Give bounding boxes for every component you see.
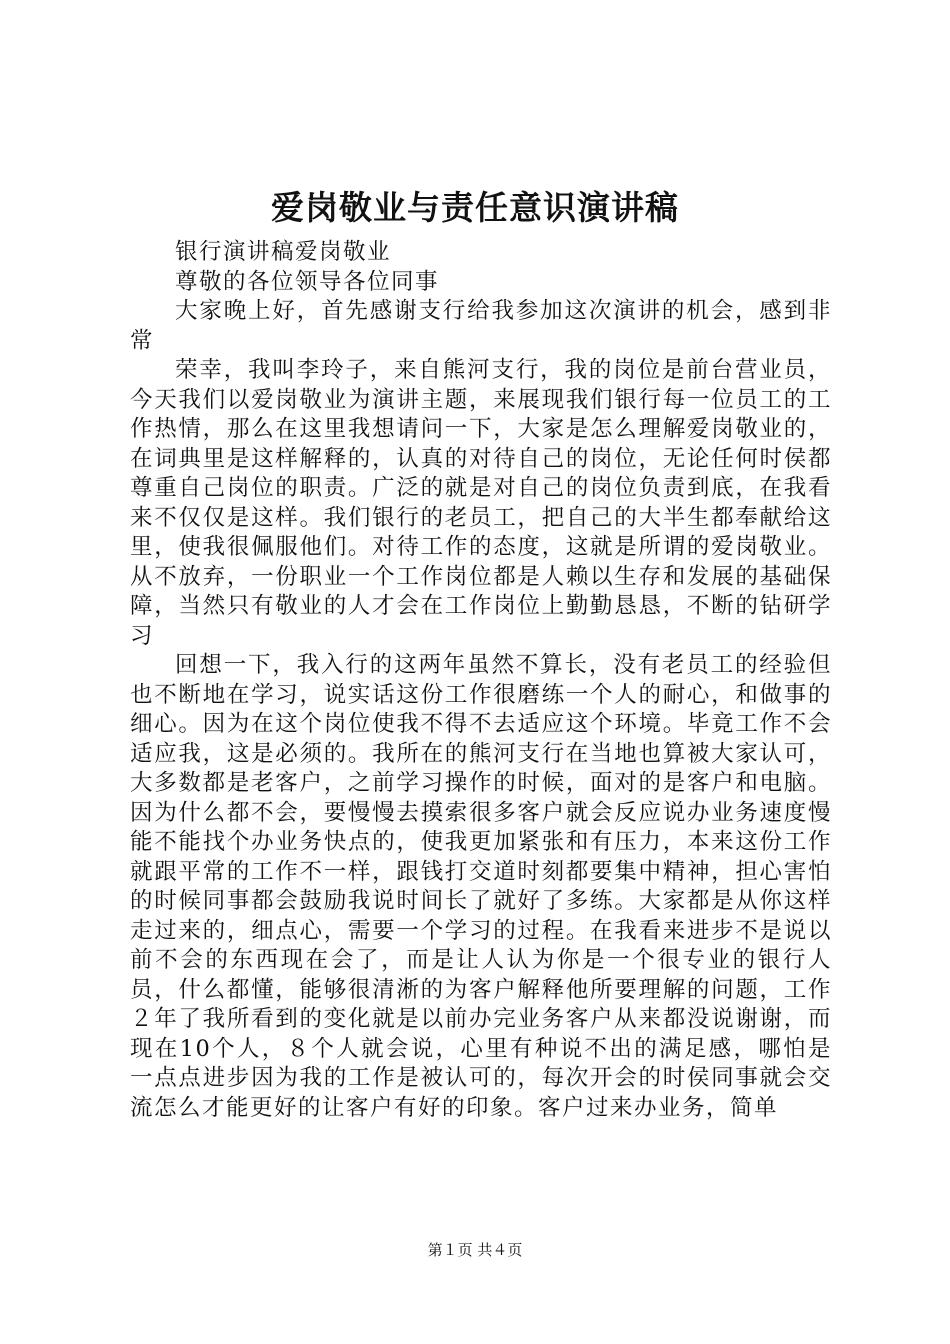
paragraph-subtitle: 银行演讲稿爱岗敬业	[175, 239, 392, 265]
paragraph-greeting: 大家晚上好，首先感谢支行给我参加这次演讲的机会，感到非常	[130, 298, 832, 354]
paragraph-salutation: 尊敬的各位领导各位同事	[175, 268, 440, 295]
page-footer: 第１页 共４页	[427, 1241, 523, 1259]
document-body	[130, 238, 832, 1123]
paragraph-reflection: 回想一下，我入行的这两年虽然不算长，没有老员工的经验但也不断地在学习，说实话这份工作很磨练一个人的耐心，和做事的细心。因为在这个岗位使我不得不去适应这个环境。毕竟工作不会适应我，这是必须的。我所在的熊河支行在当地也算被大家认可，大多数都是老客户，之前学习操作的时候，面对的是客户和电脑。因为什么都不会，要慢慢去摸索很多客户就会反应说办业务速度慢能不能找个办业务快点的，使我更加紧张和有压力，本来这份工作就跟平常的工作不一样，跟钱打交道时刻都要集中精神，担心害怕的时候同事都会鼓励我说时间长了就好了多练。大家都是从你这样走过来的，细点心，需要一个学习的过程。在我看来进步不是说以前不会的东西现在会了，而是让人认为你是一个很专业的银行人员，什么都懂，能够很清淅的为客户解释他所要理解的问题，工作２年了我所看到的变化就是以前办完业务客户从来都没说谢谢，而现在10个人，８个人就会说，心里有种说不出的满足感，哪怕是一点点进步因为我的工作是被认可的，每次开会的时侯同事就会交流怎么才能更好的让客户有好的印象。客户过来办业务，简单	[130, 652, 832, 1121]
paragraph-introduction: 荣幸，我叫李玲子，来自熊河支行，我的岗位是前台营业员，今天我们以爱岗敬业为演讲主题，来展现我们银行每一位员工的工作热情，那么在这里我想请问一下，大家是怎么理解爱岗敬业的，在词典里是这样解释的，认真的对待自己的岗位，无论任何时侯都尊重自己岗位的职责。广泛的就是对自己的岗位负责到底，在我看来不仅仅是这样。我们银行的老员工，把自己的大半生都奉献给这里，使我很佩服他们。对待工作的态度，这就是所谓的爱岗敬业。从不放弃，一份职业一个工作岗位都是人赖以生存和发展的基础保障，当然只有敬业的人才会在工作岗位上勤勤恳恳，不断的钻研学习	[130, 357, 832, 649]
document-title: 爱岗敬业与责任意识演讲稿	[271, 188, 679, 227]
